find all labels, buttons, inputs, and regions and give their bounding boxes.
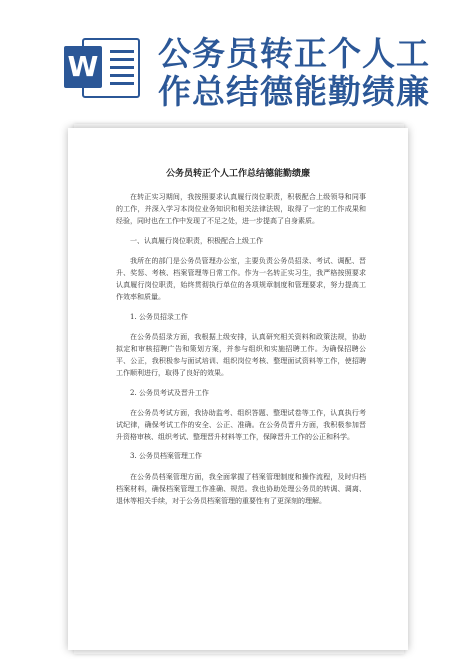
subheading-archives: 3. 公务员档案管理工作 bbox=[130, 452, 202, 461]
subheading-recruitment: 1. 公务员招录工作 bbox=[130, 312, 188, 321]
banner-title-line1: 公务员转正个人工 bbox=[158, 34, 430, 73]
paragraph-section-1: 我所在的部门是公务员管理办公室，主要负责公务员招录、考试、调配、晋升、奖惩、考核、档案管理等日常工作。作为一名转正实习生，我严格按照要求认真履行岗位职责，始终贯彻执行单位的各项规章制度和管理要求，努力提高工作效率和质量。 bbox=[116, 256, 366, 302]
word-icon bbox=[64, 36, 142, 100]
document-body bbox=[116, 191, 366, 514]
paragraph-exam-promotion: 在公务员考试方面，我协助监考、组织答题、整理试卷等工作，认真执行考试纪律，确保考试工作的安全、公正、准确。在公务员晋升方面，我积极参加晋升资格审核、组织考试、整理晋升材料等工作，保障晋升工作的公正和科学。 bbox=[116, 408, 366, 442]
word-w-badge: W bbox=[64, 46, 102, 88]
banner-title-line2: 作总结德能勤绩廉 bbox=[158, 72, 430, 111]
header-banner bbox=[0, 0, 474, 115]
paragraph-intro: 在转正实习期间，我按照要求认真履行岗位职责，积极配合上级领导和同事的工作，并深入学习本岗位业务知识和相关法律法规，取得了一定的工作成果和经验，同时也在工作中发现了不足之处，进一步提高了自身素质。 bbox=[116, 193, 366, 226]
section-heading-1: 一、认真履行岗位职责，积极配合上级工作 bbox=[130, 236, 263, 245]
paragraph-recruitment: 在公务员招录方面，我根据上级安排，认真研究相关资料和政策法规，协助拟定和审核招聘广告和策划方案，并参与组织和实施招聘工作。为确保招聘公平、公正，我积极参与面试培训、组织岗位考核、整理面试资料等工作，使招聘工作顺利进行，取得了良好的效果。 bbox=[116, 332, 366, 378]
document-page bbox=[68, 128, 408, 650]
subheading-exam-promotion: 2. 公务员考试及晋升工作 bbox=[130, 388, 209, 397]
paragraph-archives: 在公务员档案管理方面，我全面掌握了档案管理制度和操作流程，及时归档档案材料，确保档案管理工作准确、规范。我也协助处理公务员的转调、调离、退休等相关手续，对于公务员档案管理的重要性有了更深刻的理解。 bbox=[116, 472, 366, 506]
document-title: 公务员转正个人工作总结德能勤绩廉 bbox=[165, 169, 310, 179]
